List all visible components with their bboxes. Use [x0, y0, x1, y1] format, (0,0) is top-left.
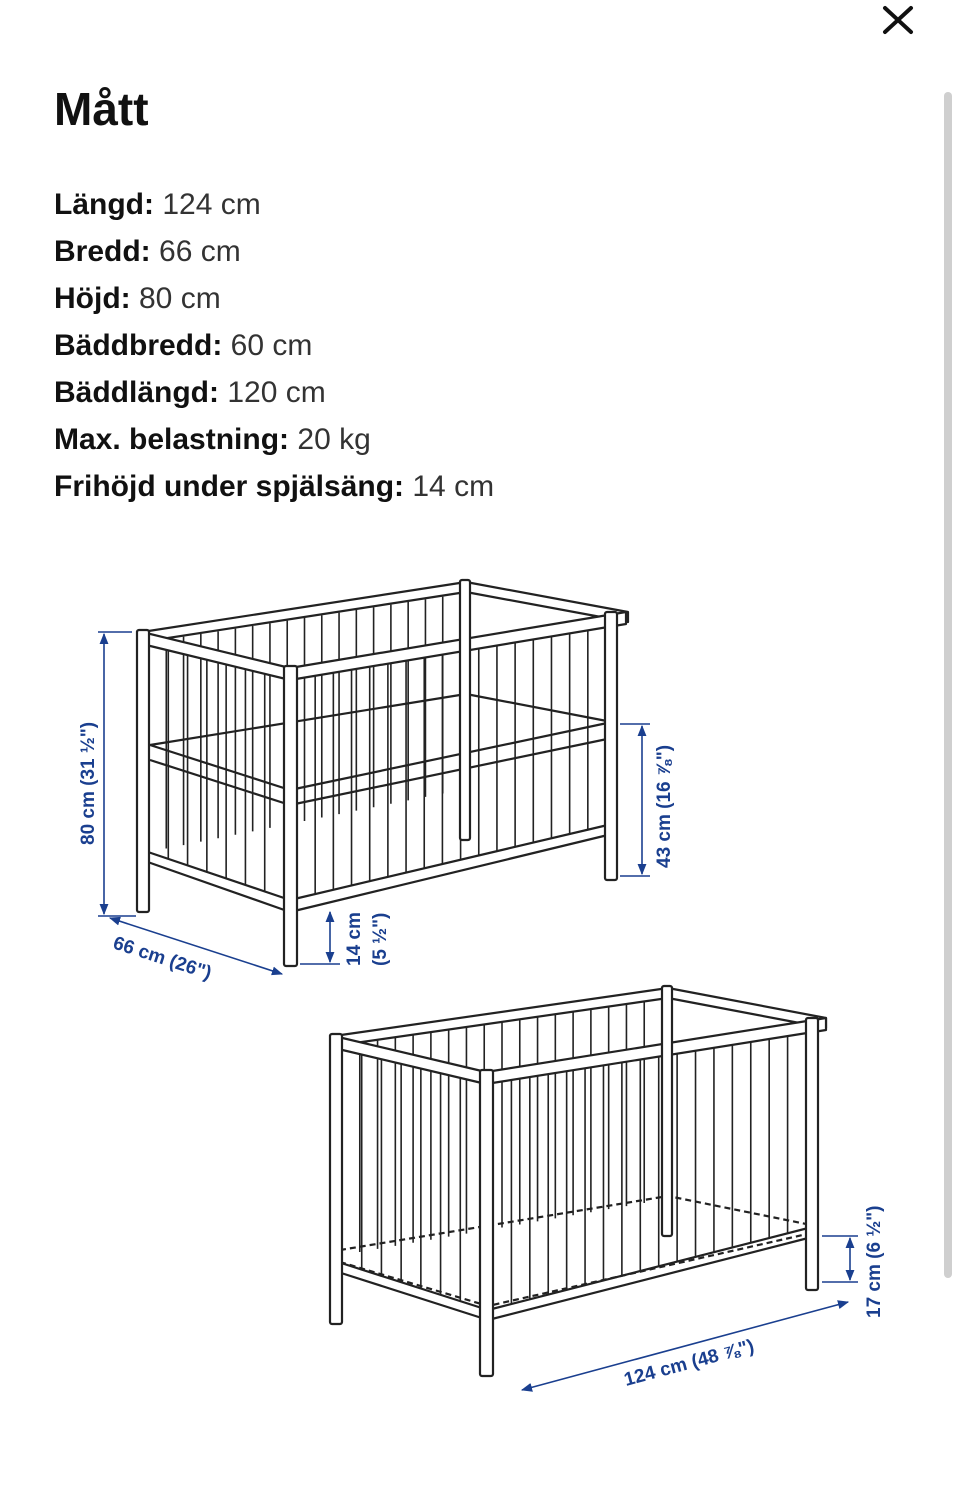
spec-label: Frihöjd under spjälsäng:	[54, 470, 405, 503]
dimension-label-clearance-inch: (5 ½")	[370, 912, 391, 966]
spec-value: 20 kg	[297, 423, 371, 456]
spec-value: 124 cm	[162, 188, 261, 221]
dimension-label-rail-height: 43 cm (16 ⅞")	[654, 744, 675, 868]
dimension-label-bed-low: 17 cm (6 ½")	[864, 1205, 885, 1318]
spec-label: Bäddlängd:	[54, 376, 219, 409]
crib-low-position	[330, 986, 858, 1390]
crib1-frame	[137, 580, 628, 966]
spec-label: Bäddbredd:	[54, 329, 223, 362]
dimension-label-height: 80 cm (31 ½")	[78, 721, 99, 845]
dimension-label-depth: 66 cm (26")	[110, 932, 214, 985]
spec-label: Max. belastning:	[54, 423, 290, 456]
spec-label: Höjd:	[54, 282, 131, 315]
spec-value: 60 cm	[230, 329, 313, 362]
spec-value: 80 cm	[138, 282, 221, 315]
crib2-frame	[330, 986, 826, 1376]
dimension-label-length: 124 cm (48 ⅞")	[621, 1335, 757, 1391]
spec-label: Längd:	[54, 188, 154, 221]
spec-value: 120 cm	[227, 376, 326, 409]
dialog-title: Mått	[54, 83, 149, 135]
spec-value: 14 cm	[412, 470, 495, 503]
spec-label: Bredd:	[54, 235, 151, 268]
dimension-label-clearance: 14 cm	[344, 912, 365, 966]
spec-value: 66 cm	[159, 235, 241, 268]
